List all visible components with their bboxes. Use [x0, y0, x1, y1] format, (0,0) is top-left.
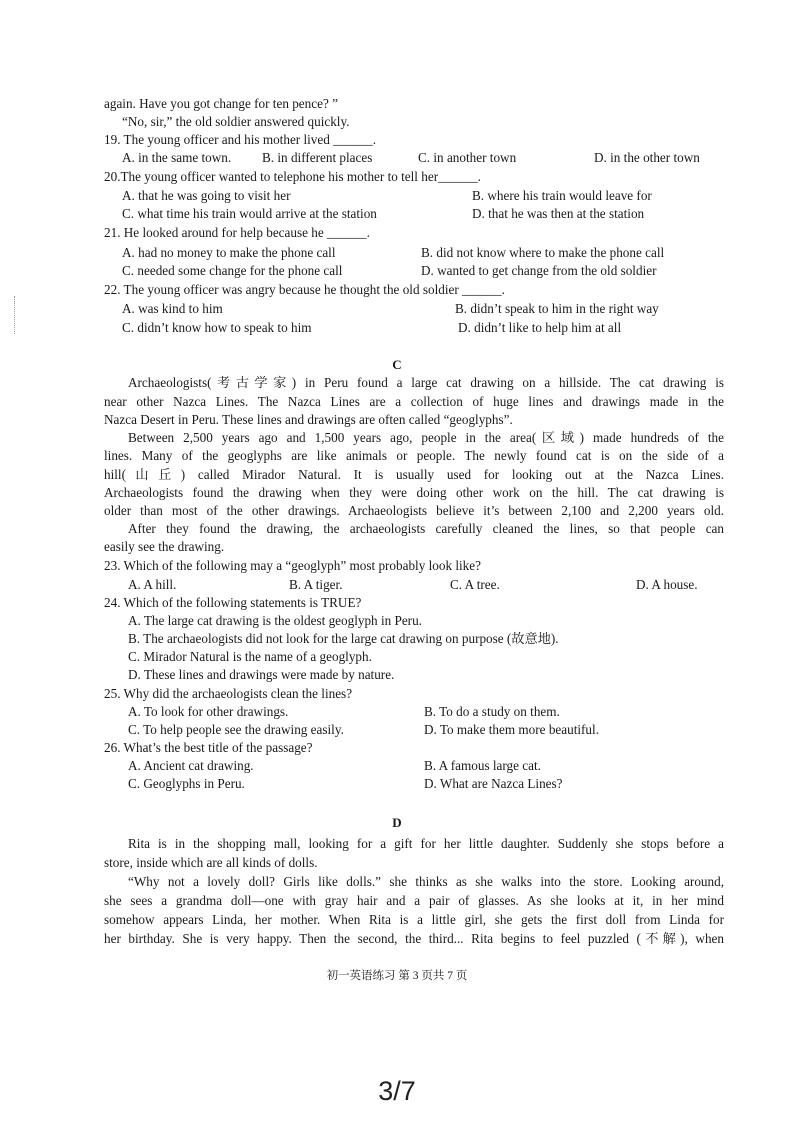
q19-option-c: C. in another town [418, 150, 517, 165]
passage-b-line: “No, sir,” the old soldier answered quickly. [122, 114, 350, 129]
q21-option-d: D. wanted to get change from the old soldier [421, 263, 657, 278]
q23-option-a: A. A hill. [128, 577, 177, 592]
passage-d-line: Rita is in the shopping mall, looking for a gift for her little daughter. Suddenly she stops before a [128, 836, 724, 851]
q25-option-a: A. To look for other drawings. [128, 704, 289, 719]
q24-option-a: A. The large cat drawing is the oldest geoglyph in Peru. [128, 613, 422, 628]
passage-d-line: she sees a grandma doll—one with gray hair and a pair of glasses. As she looks at it, in her mind [104, 893, 724, 908]
passage-c-line: hill(山丘) called Mirador Natural. It is usually used for looking out at the Nazca Lines. [104, 467, 724, 482]
q23-option-c: C. A tree. [450, 577, 500, 592]
q24-option-b: B. The archaeologists did not look for the large cat drawing on purpose (故意地). [128, 631, 559, 646]
q25-option-d: D. To make them more beautiful. [424, 722, 599, 737]
passage-d-line: store, inside which are all kinds of dolls. [104, 855, 318, 870]
passage-c-line: Nazca Desert in Peru. These lines and drawings are often called “geoglyphs”. [104, 412, 513, 427]
q20-option-a: A. that he was going to visit her [122, 188, 291, 203]
passage-c-line: older than most of the other drawings. Archaeologists believe it’s between 2,100 and 2,200 years old. [104, 503, 724, 518]
question-26-stem: 26. What’s the best title of the passage? [104, 740, 313, 755]
question-24-stem: 24. Which of the following statements is TRUE? [104, 595, 362, 610]
passage-c-line: easily see the drawing. [104, 539, 225, 554]
section-d-title: D [392, 815, 402, 830]
q26-option-b: B. A famous large cat. [424, 758, 541, 773]
passage-c-line: Archaeologists(考古学家) in Peru found a large cat drawing on a hillside. The cat drawing is [128, 375, 724, 390]
passage-b-line: again. Have you got change for ten pence? ” [104, 96, 338, 111]
q19-option-a: A. in the same town. [122, 150, 232, 165]
passage-d-line: “Why not a lovely doll? Girls like dolls.” she thinks as she walks into the store. Looking around, [128, 874, 724, 889]
q24-option-c: C. Mirador Natural is the name of a geoglyph. [128, 649, 372, 664]
question-21-stem: 21. He looked around for help because he ______. [104, 225, 370, 240]
q21-option-c: C. needed some change for the phone call [122, 263, 343, 278]
q24-option-d: D. These lines and drawings were made by nature. [128, 667, 395, 682]
q21-option-a: A. had no money to make the phone call [122, 245, 336, 260]
section-c-title: C [392, 357, 402, 372]
page-number-indicator: 3/7 [378, 1076, 416, 1106]
question-19-stem: 19. The young officer and his mother lived ______. [104, 132, 377, 147]
q19-option-d: D. in the other town [594, 150, 700, 165]
q20-option-c: C. what time his train would arrive at the station [122, 206, 377, 221]
q19-option-b: B. in different places [262, 150, 373, 165]
q23-option-b: B. A tiger. [289, 577, 343, 592]
q26-option-d: D. What are Nazca Lines? [424, 776, 563, 791]
passage-c-line: near other Nazca Lines. The Nazca Lines are a collection of huge lines and drawings made in the [104, 394, 724, 409]
question-25-stem: 25. Why did the archaeologists clean the lines? [104, 686, 353, 701]
passage-c-line: Archaeologists found the drawing when they were doing other work on the hill. The cat drawing is [104, 485, 724, 500]
q22-option-a: A. was kind to him [122, 301, 223, 316]
q22-option-c: C. didn’t know how to speak to him [122, 320, 312, 335]
q20-option-d: D. that he was then at the station [472, 206, 645, 221]
passage-c-line: After they found the drawing, the archaeologists carefully cleaned the lines, so that people can [128, 521, 724, 536]
q22-option-b: B. didn’t speak to him in the right way [455, 301, 659, 316]
q26-option-a: A. Ancient cat drawing. [128, 758, 254, 773]
question-20-stem: 20.The young officer wanted to telephone his mother to tell her______. [104, 169, 481, 184]
question-23-stem: 23. Which of the following may a “geoglyph” most probably look like? [104, 558, 481, 573]
q26-option-c: C. Geoglyphs in Peru. [128, 776, 245, 791]
page-footer: 初一英语练习 第 3 页共 7 页 [326, 970, 468, 982]
passage-d-line: somehow appears Linda, her mother. When Rita is a little girl, she gets the first doll from Linda for [104, 912, 724, 927]
q25-option-b: B. To do a study on them. [424, 704, 560, 719]
passage-c-line: lines. Many of the geoglyphs are like animals or people. The newly found cat is on the side of a [104, 448, 724, 463]
scan-margin-mark [14, 296, 16, 334]
q25-option-c: C. To help people see the drawing easily. [128, 722, 344, 737]
question-22-stem: 22. The young officer was angry because he thought the old soldier ______. [104, 282, 505, 297]
q22-option-d: D. didn’t like to help him at all [458, 320, 622, 335]
passage-d-line: her birthday. She is very happy. Then the second, the third... Rita begins to feel puzzled (不解), when [104, 931, 724, 946]
passage-c-line: Between 2,500 years ago and 1,500 years ago, people in the area(区域) made hundreds of the [128, 430, 724, 445]
q21-option-b: B. did not know where to make the phone call [421, 245, 665, 260]
q23-option-d: D. A house. [636, 577, 698, 592]
q20-option-b: B. where his train would leave for [472, 188, 652, 203]
